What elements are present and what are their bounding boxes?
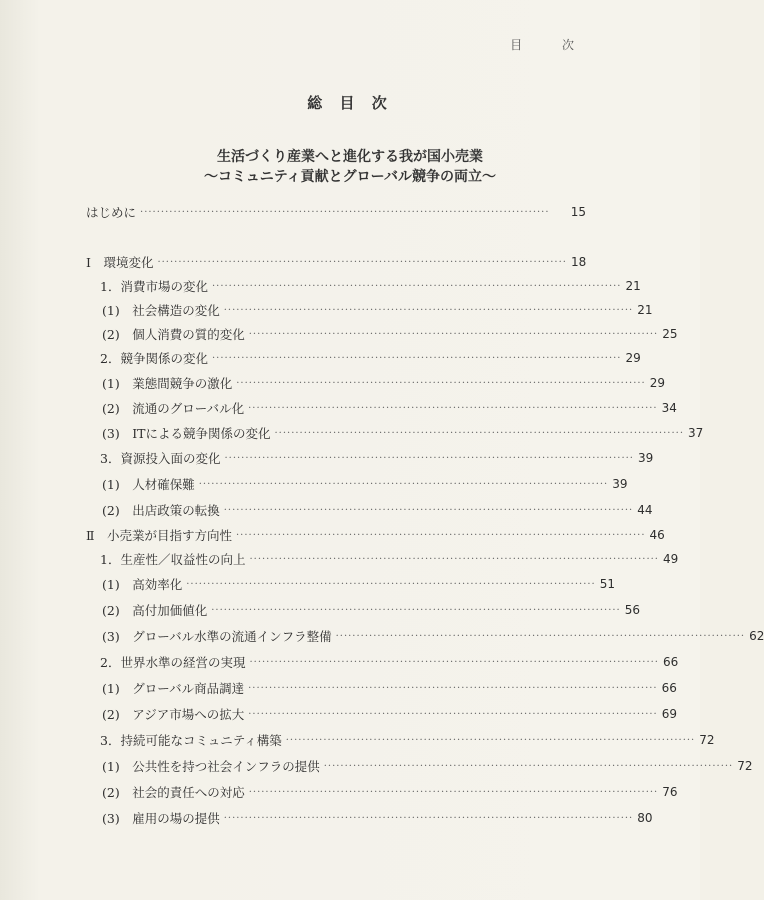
toc-page-number: 72	[699, 733, 715, 747]
toc-leader-dots: ··································································································	[223, 812, 634, 824]
page-title: 総 目 次	[307, 94, 393, 112]
toc-entry-label: Ⅰ 環境変化	[86, 255, 154, 270]
subtitle-line-1: 生活づくり産業へと進化する我が国小売業	[217, 149, 483, 165]
toc-entry	[86, 782, 678, 802]
toc-page-number: 37	[688, 426, 704, 440]
toc-entry	[86, 373, 666, 393]
toc-entry-label: (2) 出店政策の転換	[102, 503, 220, 518]
toc-entry	[86, 252, 586, 272]
toc-entry-label: 3．資源投入面の変化	[100, 451, 221, 466]
toc-entry-label: (1) 高効率化	[102, 577, 183, 592]
toc-entry	[86, 704, 678, 724]
toc-entry	[86, 600, 641, 620]
toc-leader-dots: ··································································································	[335, 630, 746, 642]
toc-page-number: 56	[624, 603, 641, 617]
toc-entry	[86, 398, 677, 418]
toc-page-number: 44	[637, 503, 653, 517]
toc-leader-dots: ··································································································	[323, 760, 734, 772]
toc-entry-label: (3) ITによる競争関係の変化	[102, 426, 271, 441]
toc-leader-dots: ··································································································	[248, 328, 659, 340]
toc-entry	[86, 626, 764, 646]
toc-entry	[86, 678, 677, 698]
toc-entry-label: (2) アジア市場への拡大	[102, 707, 245, 722]
toc-leader-dots: ··································································································	[285, 734, 696, 746]
toc-entry-label: 1．生産性／収益性の向上	[100, 552, 246, 567]
toc-leader-dots: ··································································································	[249, 553, 659, 565]
toc-entry-label: (1) 社会構造の変化	[102, 303, 220, 318]
toc-entry-label: はじめに	[86, 205, 137, 220]
toc-page-number: 29	[625, 351, 641, 365]
running-head: 目 次	[510, 38, 592, 52]
toc-page-number: 69	[661, 707, 678, 721]
toc-page-number: 72	[737, 759, 753, 773]
toc-entry	[86, 574, 616, 594]
toc-page-number: 66	[661, 681, 677, 695]
toc-leader-dots: ··································································································	[223, 304, 634, 316]
toc-leader-dots: ··································································································	[223, 504, 634, 516]
toc-leader-dots: ··································································································	[211, 280, 622, 292]
toc-entry-label: 2．世界水準の経営の実現	[100, 655, 246, 670]
toc-page-number: 51	[599, 577, 616, 591]
toc-entry-label: (3) 雇用の場の提供	[102, 811, 220, 826]
toc-page-number: 80	[637, 811, 653, 825]
toc-entry-label: (1) 公共性を持つ社会インフラの提供	[102, 759, 320, 774]
subtitle-line-2: 〜コミュニティ貢献とグローバル競争の両立〜	[204, 169, 496, 185]
toc-page-number: 49	[662, 552, 679, 566]
toc-entry-label: Ⅱ 小売業が目指す方向性	[86, 528, 232, 543]
toc-page-number: 39	[637, 451, 654, 465]
toc-entry	[86, 756, 753, 776]
toc-entry	[86, 448, 654, 468]
toc-entry	[86, 730, 715, 750]
toc-page-number: 21	[637, 303, 653, 317]
toc-entry-label: 2．競争関係の変化	[100, 351, 208, 366]
toc-page-number: 39	[612, 477, 628, 491]
toc-entry-label: (2) 流通のグローバル化	[102, 401, 245, 416]
toc-entry-label: (3) グローバル水準の流通インフラ整備	[102, 629, 332, 644]
toc-leader-dots: ··································································································	[248, 682, 658, 694]
toc-leader-dots: ··································································································	[248, 708, 658, 720]
toc-entry-label: (2) 高付加価値化	[102, 603, 208, 618]
toc-page-number: 76	[662, 785, 678, 799]
toc-page-number: 66	[662, 655, 679, 669]
toc-leader-dots: ··································································································	[157, 256, 567, 268]
toc-page-number: 15	[570, 205, 586, 219]
toc-entry-label: (1) 業態間競争の激化	[102, 376, 233, 391]
toc-leader-dots: ··································································································	[186, 578, 596, 590]
toc-page-number: 29	[649, 376, 666, 390]
toc-entry-label: (2) 個人消費の質的変化	[102, 327, 245, 342]
toc-page-number: 25	[662, 327, 678, 341]
toc-page-number: 34	[661, 401, 677, 415]
toc-entry-label: (1) グローバル商品調達	[102, 681, 245, 696]
toc-entry	[86, 423, 704, 443]
toc-entry-label: (2) 社会的責任への対応	[102, 785, 245, 800]
toc-entry-label: (1) 人材確保難	[102, 477, 195, 492]
toc-leader-dots: ··································································································	[274, 427, 684, 439]
toc-entry	[86, 808, 653, 828]
toc-entry-label: 3．持続可能なコミュニティ構築	[100, 733, 282, 748]
toc-entry	[86, 324, 678, 344]
toc-entry	[86, 474, 628, 494]
toc-page-number: 62	[749, 629, 764, 643]
toc-entry	[86, 300, 653, 320]
toc-entry	[86, 348, 641, 368]
toc-entry	[86, 525, 665, 545]
toc-page-number: 46	[649, 528, 665, 542]
toc-leader-dots: ··································································································	[224, 452, 634, 464]
toc-entry-label: 1．消費市場の変化	[100, 279, 208, 294]
toc-leader-dots: ··································································································	[211, 352, 622, 364]
toc-leader-dots: ··································································································	[211, 604, 621, 616]
toc-leader-dots: ··································································································	[249, 656, 659, 668]
toc-leader-dots: ··································································································	[236, 529, 646, 541]
toc-leader-dots: ··································································································	[198, 478, 609, 490]
toc-leader-dots: ··································································································	[140, 206, 550, 218]
toc-entry	[86, 202, 586, 222]
toc-entry	[86, 276, 641, 296]
toc-leader-dots: ··································································································	[236, 377, 646, 389]
toc-leader-dots: ··································································································	[248, 402, 658, 414]
toc-leader-dots: ··································································································	[248, 786, 659, 798]
toc-page-number: 21	[625, 279, 641, 293]
toc-entry	[86, 549, 679, 569]
toc-entry	[86, 652, 679, 672]
toc-entry	[86, 500, 653, 520]
toc-page-number: 18	[570, 255, 587, 269]
